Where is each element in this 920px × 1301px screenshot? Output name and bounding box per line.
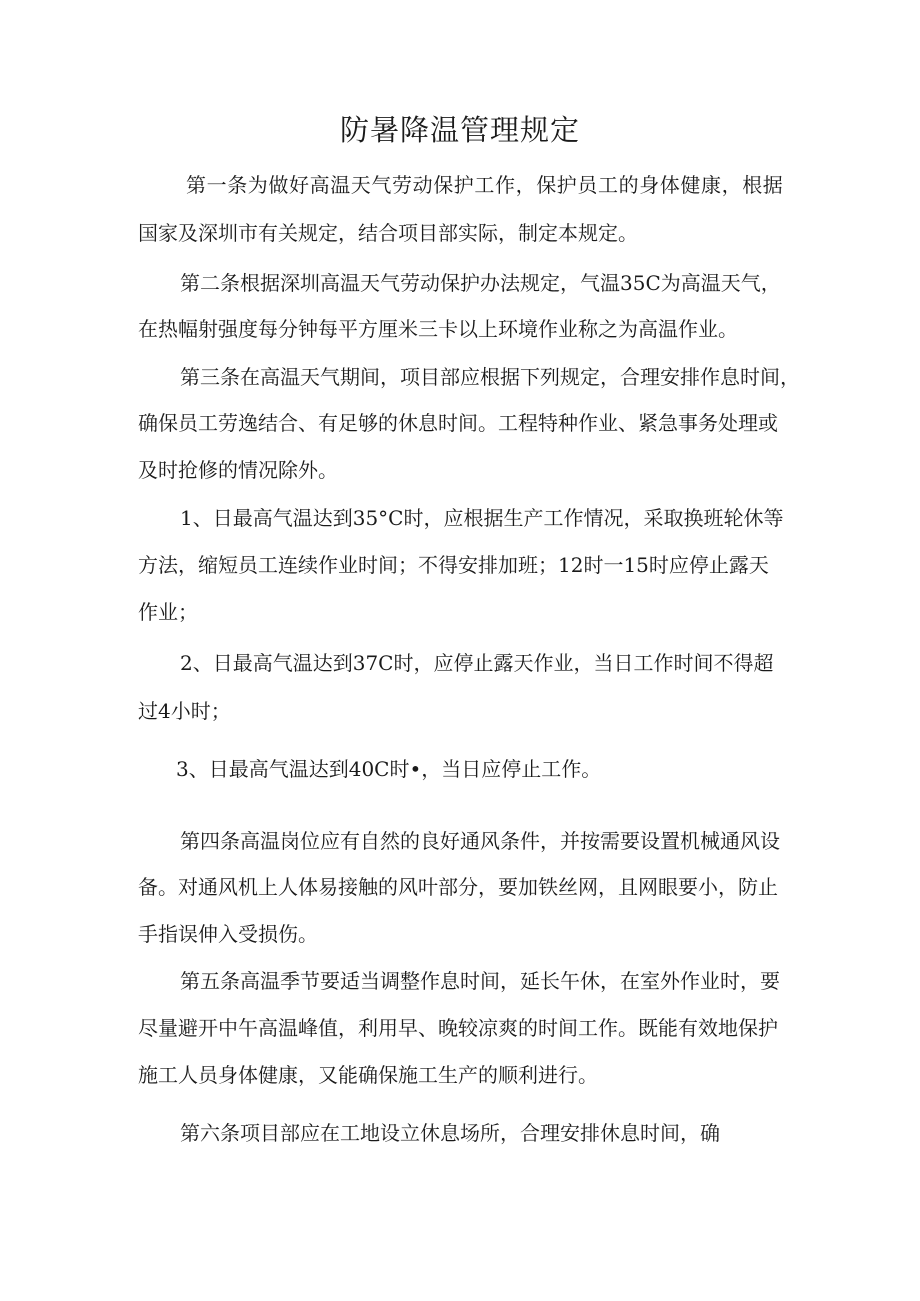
- list-item-line: 过4小时；: [138, 699, 231, 723]
- paragraph-line: 第三条在高温天气期间，项目部应根据下列规定，合理安排作息时间，: [180, 365, 800, 389]
- paragraph-line: 确保员工劳逸结合、有足够的休息时间。工程特种作业、紧急事务处理或: [138, 411, 778, 435]
- list-item-line: 1、日最高气温达到35°C时，应根据生产工作情况，采取换班轮休等: [180, 506, 784, 530]
- list-item-line: 作业；: [138, 600, 198, 624]
- paragraph-line: 施工人员身体健康，又能确保施工生产的顺利进行。: [138, 1063, 598, 1087]
- paragraph-line: 第五条高温季节要适当调整作息时间，延长午休，在室外作业时，要: [180, 969, 780, 993]
- paragraph-line: 国家及深圳市有关规定，结合项目部实际，制定本规定。: [138, 221, 638, 245]
- paragraph-line: 在热幅射强度每分钟每平方厘米三卡以上环境作业称之为高温作业。: [138, 317, 738, 341]
- list-item-line: 方法，缩短员工连续作业时间；不得安排加班；12时一15时应停止露天: [138, 553, 769, 577]
- paragraph-line: 及时抢修的情况除外。: [138, 458, 338, 482]
- paragraph-line: 第二条根据深圳高温天气劳动保护办法规定，气温35C为高温天气，: [180, 271, 781, 295]
- paragraph-line: 备。对通风机上人体易接触的风叶部分，要加铁丝网，且网眼要小，防止: [138, 875, 778, 899]
- list-item-line: 2、日最高气温达到37C时，应停止露天作业，当日工作时间不得超: [180, 651, 774, 675]
- paragraph-line: 手指误伸入受损伤。: [138, 922, 318, 946]
- document-title: 防暑降温管理规定: [339, 113, 580, 147]
- paragraph-line: 第六条项目部应在工地设立休息场所，合理安排休息时间，确: [180, 1121, 720, 1145]
- paragraph-line: 尽量避开中午高温峰值，利用早、晚较凉爽的时间工作。既能有效地保护: [138, 1016, 778, 1040]
- paragraph-line: 第一条为做好高温天气劳动保护工作，保护员工的身体健康，根据: [186, 173, 784, 197]
- list-item-line: 3、日最高气温达到40C时•，当日应停止工作。: [176, 757, 602, 781]
- paragraph-line: 第四条高温岗位应有自然的良好通风条件，并按需要设置机械通风设: [180, 829, 780, 853]
